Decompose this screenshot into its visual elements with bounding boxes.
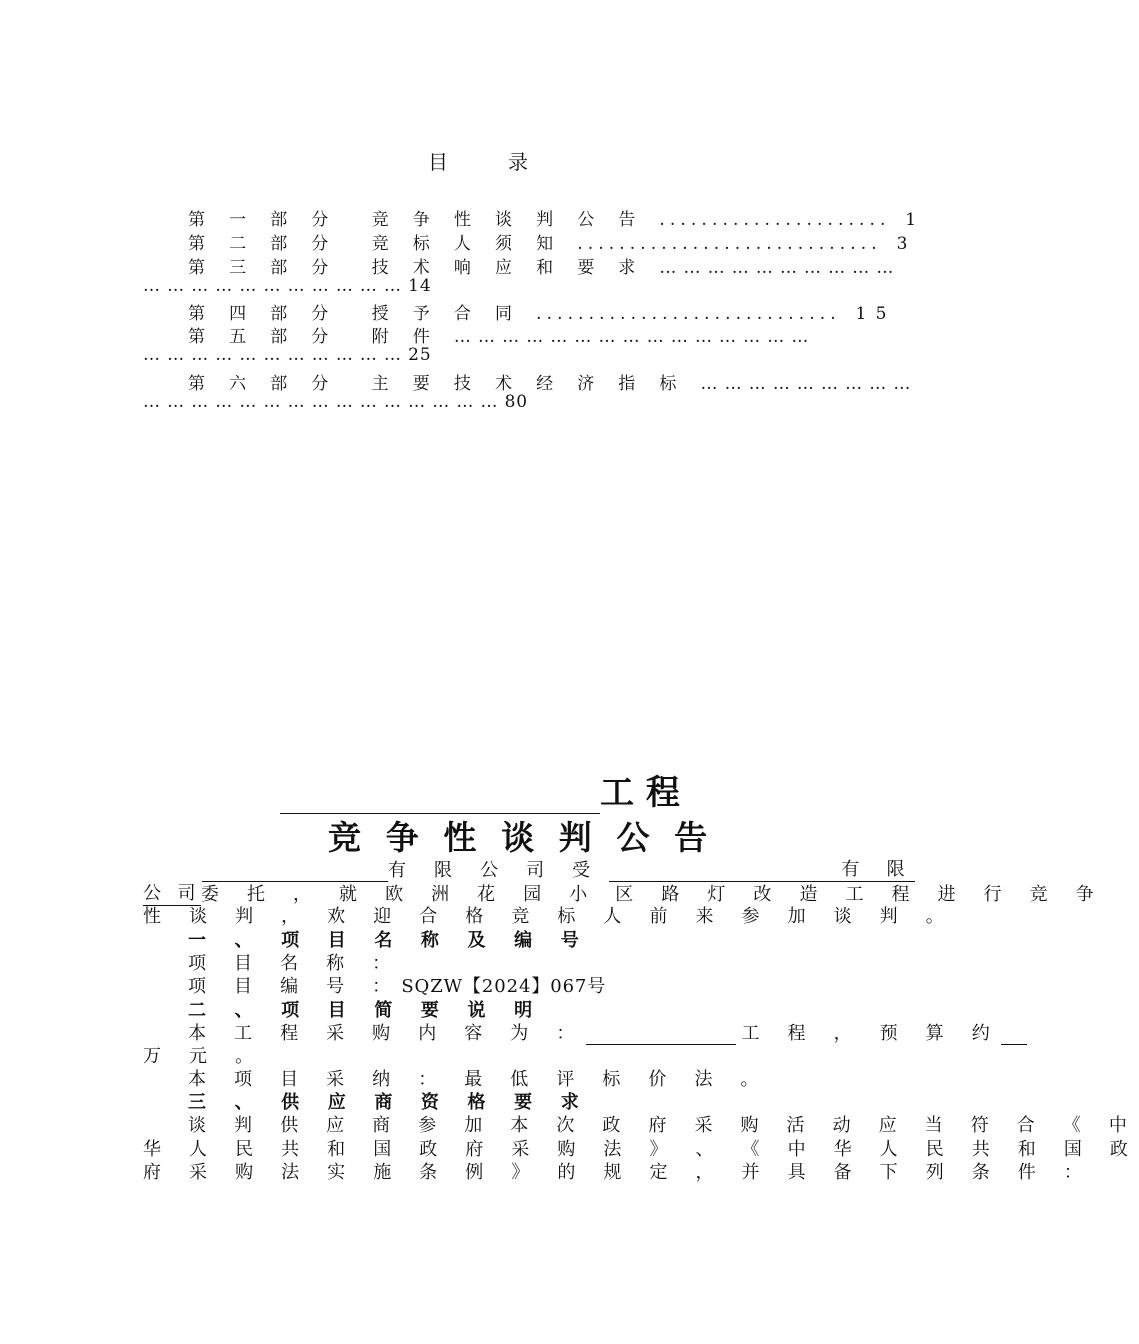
toc-entry-1[interactable]: [188, 205, 925, 230]
toc-entry-5-cont: [143, 345, 432, 365]
toc-leader: … … … … … … … … … … … … … … …: [143, 392, 499, 412]
toc-entry-5[interactable]: [188, 322, 809, 347]
toc-entry-3[interactable]: [188, 253, 894, 278]
toc-part: 第 四 部 分: [188, 304, 338, 324]
intro-mid: 有 限 公 司 受: [388, 860, 602, 881]
title-blank: [280, 777, 600, 814]
toc-entry-3-cont: [143, 276, 432, 296]
toc-page: 25: [408, 345, 432, 365]
toc-leader: .............................: [536, 304, 841, 324]
toc-leader: .............................: [577, 234, 882, 254]
req-line-2: 华 人 民 共 和 国 政 府 采 购 法 》 、 《 中 华 人 民 共 和 国 政: [143, 1139, 1139, 1160]
toc-part: 第 一 部 分: [188, 210, 338, 230]
content-line-1: [188, 1019, 1027, 1045]
project-name-label: 项 目 名 称 ：: [188, 953, 402, 974]
toc-leader: … … … … … … … … … … …: [143, 345, 402, 365]
toc-entry-2[interactable]: [188, 229, 917, 254]
toc-title: 目 录: [428, 150, 528, 174]
toc-leader: … … … … … … … … … … …: [143, 276, 402, 296]
project-no-label: 项 目 编 号 ：: [188, 976, 402, 997]
toc-name: 技 术 响 应 和 要 求: [371, 258, 645, 278]
project-no-value: SQZW【2024】067号: [401, 976, 607, 997]
budget-blank: [1001, 1024, 1027, 1045]
content-mid: 工 程 ， 预 算 约: [741, 1023, 1001, 1044]
toc-page: 3: [896, 234, 917, 254]
intro-company-u: 公 司: [143, 879, 201, 906]
content-prefix: 本 工 程 采 购 内 容 为 ：: [188, 1023, 586, 1044]
content-line-2: 万 元 。: [143, 1046, 265, 1067]
method-line: 本 项 目 采 纳 ： 最 低 评 标 价 法 。: [188, 1069, 770, 1090]
toc-name: 竞 标 人 须 知: [371, 234, 563, 254]
content-blank: [586, 1024, 736, 1045]
toc-page: 14: [408, 276, 432, 296]
sec2-heading: 二 、 项 目 简 要 说 明: [188, 1000, 544, 1021]
toc-entry-6-cont: [143, 392, 528, 412]
intro-end: 有 限: [841, 855, 915, 882]
toc-part: 第 三 部 分: [188, 258, 338, 278]
req-line-1: 谈 判 供 应 商 参 加 本 次 政 府 采 购 活 动 应 当 符 合 《 中: [188, 1115, 1138, 1136]
toc-part: 第 六 部 分: [188, 374, 338, 394]
req-line-3: 府 采 购 法 实 施 条 例 》 的 规 定 ， 并 具 备 下 列 条 件 ：: [143, 1162, 1093, 1183]
toc-page: 1: [905, 210, 926, 230]
toc-name: 主 要 技 术 经 济 指 标: [371, 374, 686, 394]
toc-page: 15: [855, 304, 896, 324]
toc-leader: … … … … … … … … … … … … … … …: [453, 327, 810, 347]
toc-leader: … … … … … … … … … …: [659, 258, 895, 278]
toc-part: 第 五 部 分: [188, 327, 338, 347]
notice-title-line1: [280, 765, 680, 814]
toc-part: 第 二 部 分: [188, 234, 338, 254]
toc-entry-6[interactable]: [188, 369, 911, 394]
sec1-heading: 一 、 项 目 名 称 及 编 号: [188, 930, 590, 951]
notice-title-line2: 竞 争 性 谈 判 公 告: [328, 818, 714, 857]
toc-name: 附 件: [371, 327, 440, 347]
toc-page: 80: [504, 392, 528, 412]
title-suffix: 工 程: [600, 773, 680, 813]
sec3-heading: 三 、 供 应 商 资 格 要 求: [188, 1092, 590, 1113]
toc-leader: ......................: [659, 210, 891, 230]
toc-name: 竞 争 性 谈 判 公 告: [371, 210, 645, 230]
intro-line-3: 性 谈 判 ， 欢 迎 合 格 竞 标 人 前 来 参 加 谈 判 。: [143, 906, 955, 927]
toc-leader: … … … … … … … … …: [700, 374, 912, 394]
toc-name: 授 予 合 同: [371, 304, 522, 324]
toc-entry-4[interactable]: [188, 299, 896, 324]
intro-line-1: [202, 855, 915, 882]
project-no: [188, 972, 606, 998]
intro-rest: 委 托 ， 就 欧 洲 花 园 小 区 路 灯 改 造 工 程 进 行 竞 争: [200, 884, 1105, 905]
